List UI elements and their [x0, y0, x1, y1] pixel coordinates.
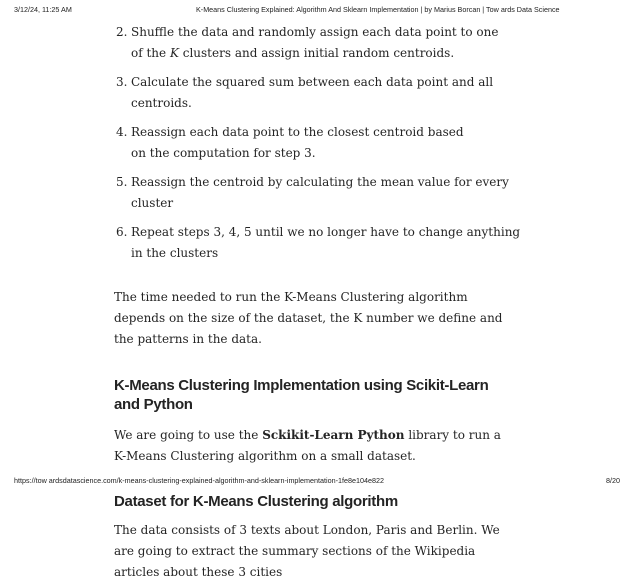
print-page-title: K-Means Clustering Explained: Algorithm And Sklearn Implementation | by Marius Borcan | Tow ards Data Science — [196, 5, 560, 14]
time-paragraph: The time needed to run the K-Means Clustering algorithm depends on the size of the dataset, the K number we define and the patterns in the data. — [114, 290, 503, 346]
dataset-heading: Dataset for K-Means Clustering algorithm — [114, 493, 398, 510]
list-item-number: 6. — [116, 225, 128, 239]
print-header — [0, 5, 638, 17]
list-item-text: Reassign the centroid by calculating the mean value for every cluster — [131, 175, 509, 210]
section-paragraph-text-after: library to run a K-Means Clustering algorithm on a small dataset. — [114, 428, 501, 463]
list-item — [114, 222, 531, 264]
list-item-text: Reassign each data point to the closest centroid based on the computation for step 3. — [131, 125, 464, 160]
section-paragraph-text: We are going to use the — [114, 428, 263, 442]
section-paragraph — [114, 425, 514, 467]
list-item — [114, 122, 481, 164]
print-url: https://tow ardsdatascience.com/k-means-clustering-explained-algorithm-and-sklearn-implementation-1fe8e104e822 — [14, 476, 384, 485]
print-page-number: 8/20 — [606, 476, 620, 485]
list-item — [114, 172, 531, 214]
list-item-number: 4. — [116, 125, 128, 139]
print-footer — [0, 476, 638, 488]
algorithm-steps-list — [114, 22, 524, 264]
list-item-italic: K — [169, 46, 179, 60]
list-item-text: Repeat steps 3, 4, 5 until we no longer have to change anything in the clusters — [131, 225, 521, 260]
list-item — [114, 72, 531, 114]
list-item-text: Calculate the squared sum between each data point and all centroids. — [131, 75, 494, 110]
section-paragraph-bold: Sckikit-Learn Python — [262, 428, 405, 442]
list-item-text: Shuffle the data and randomly assign each data point to one of the — [131, 25, 499, 60]
dataset-paragraph: The data consists of 3 texts about London, Paris and Berlin. We are going to extract the summary sections of the Wikipedia articles about these 3 cities — [114, 523, 500, 579]
article-body — [114, 22, 524, 583]
list-item — [114, 22, 511, 64]
list-item-number: 2. — [116, 25, 128, 39]
print-date: 3/12/24, 11:25 AM — [14, 5, 72, 14]
list-item-text-after: clusters and assign initial random centroids. — [178, 46, 455, 60]
section-heading: K-Means Clustering Implementation using Scikit-Learn and Python — [114, 377, 489, 413]
list-item-number: 5. — [116, 175, 128, 189]
list-item-number: 3. — [116, 75, 128, 89]
